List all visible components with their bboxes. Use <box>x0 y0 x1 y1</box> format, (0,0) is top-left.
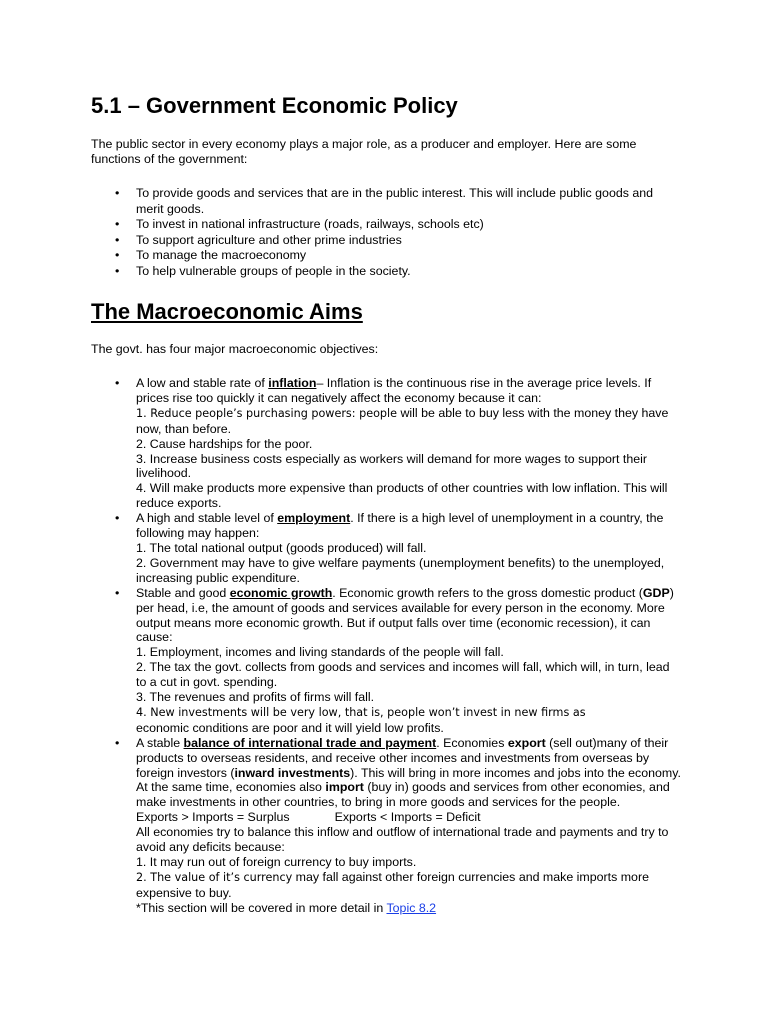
list-item: • To invest in national infrastructure (roads, railways, schools etc) <box>115 217 484 231</box>
bullet-icon: • <box>115 232 120 247</box>
bullet-icon: • <box>115 217 120 231</box>
bullet-icon: • <box>115 263 120 278</box>
bullet-icon: • <box>115 376 120 390</box>
list-item: • To support agriculture and other prime industries <box>115 232 402 247</box>
section-heading: The Macroeconomic Aims <box>91 299 363 324</box>
aim-economic-growth: • Stable and good economic growth. Economic growth refers to the gross domestic product (GDP) per head, i.e, the amount of goods and services available for every person in the economy. More output means more economic growth. But if output falls over time (economic recession), it can cause: 1. Employment, incomes and living standards of the people will fall. 2. The tax the govt. collects from goods and services and incomes will fall, which will, in turn, lead to a cut in govt. spending. 3. The revenues and profits of firms will fall. 4. New investments will be very low, that is, people won’t invest in new firms aseconomic conditions are poor and it will yield low profits. <box>115 585 674 735</box>
list-item: • To help vulnerable groups of people in the society. <box>115 263 411 278</box>
economic-growth-term: economic growth <box>229 585 333 600</box>
bullet-icon: • <box>115 735 120 750</box>
aims-intro: The govt. has four major macroeconomic objectives: <box>91 342 379 356</box>
page-title: 5.1 – Government Economic Policy <box>91 93 458 118</box>
list-item: • To provide goods and services that are in the public interest. This will include public goods and merit goods. <box>115 186 654 216</box>
employment-term: employment <box>277 511 351 526</box>
bullet-icon: • <box>115 585 120 600</box>
aim-employment: • A high and stable level of employment. If there is a high level of unemployment in a country, the following may happen: 1. The total national output (goods produced) will fall. 2. Government may have to give welfare payments (unemployment benefits) to the unemployed, increasing public expenditure. <box>115 511 665 585</box>
inflation-term: inflation <box>268 376 317 390</box>
balance-of-trade-term: balance of international trade and payment <box>183 735 437 750</box>
bullet-icon: • <box>115 248 120 262</box>
government-functions-list <box>91 186 676 279</box>
bullet-icon: • <box>115 511 120 526</box>
macroeconomic-aims-list <box>91 376 681 916</box>
bullet-icon: • <box>115 186 120 200</box>
topic-link[interactable]: Topic 8.2 <box>386 900 437 915</box>
aim-balance-of-trade: • A stable balance of international trade and payment. Economies export (sell out)many of their products to overseas residents, and receive other incomes and investments from overseas by foreign investors (inward investments). This will bring in more incomes and jobs into the economy. At the same time, economies also import (buy in) goods and services from other economies, and make investments in other countries, to bring in more goods and services for the people. Exports > Imports = Surplus Exports < Imports = Deficit All economies try to balance this inflow and outflow of international trade and payments and try to avoid any deficits because: 1. It may run out of foreign currency to buy imports. 2. The value of it’s currency may fall against other foreign currencies and make imports more expensive to buy. *This section will be covered in more detail in Topic 8.2 <box>115 735 681 915</box>
intro-paragraph: The public sector in every economy plays a major role, as a producer and employer. Here are some functions of the government: <box>91 137 637 166</box>
aim-inflation: • A low and stable rate of inflation– Inflation is the continuous rise in the average price levels. If prices rise too quickly it can negatively affect the economy because it can: 1. Reduce people’s purchasing powers: people will be able to buy less with the money they have now, than before. 2. Cause hardships for the poor. 3. Increase business costs especially as workers will demand for more wages to support their livelihood. 4. Will make products more expensive than products of other countries with low inflation. This will reduce exports. <box>115 376 669 511</box>
list-item: • To manage the macroeconomy <box>115 248 307 262</box>
